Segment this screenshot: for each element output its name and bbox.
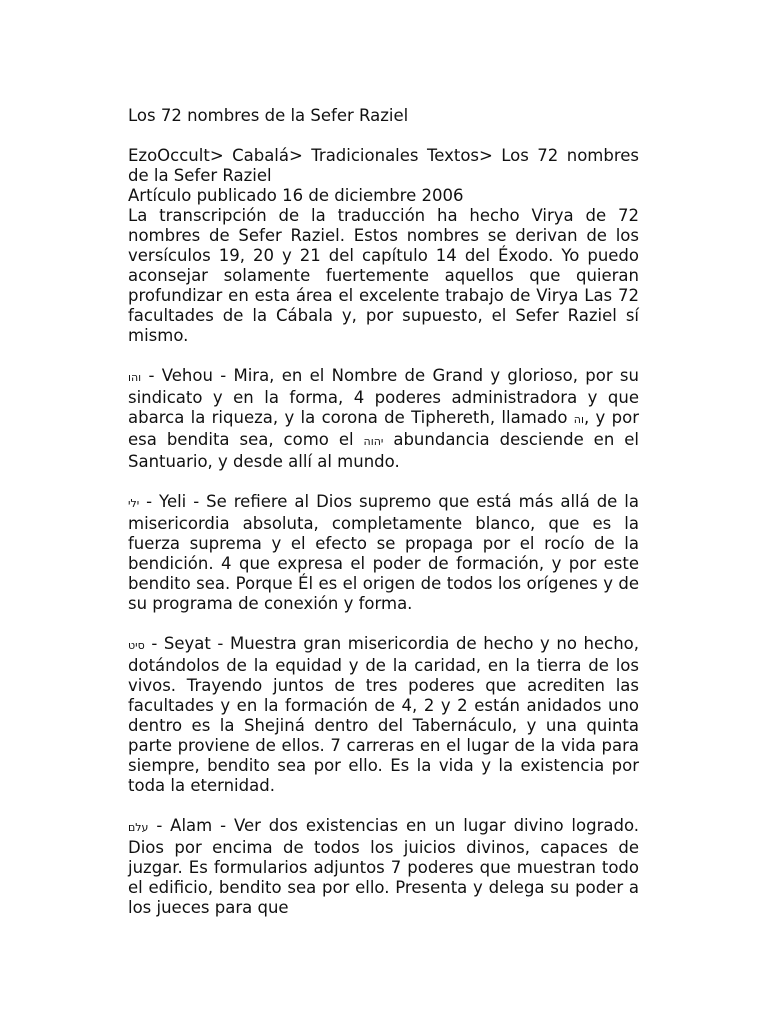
entry-text: - Alam - Ver dos existencias en un lugar divino logrado. Dios por encima de todos los juicios divinos, capaces de juzgar. Es formularios adjuntos 7 poderes que muestran todo el edificio, bendito sea por ello. Presenta y delega su poder a los jueces para que (128, 816, 639, 917)
hebrew-name: וה (573, 413, 584, 426)
entry-text: - Vehou - Mira, en el Nombre de Grand y glorioso, por su sindicato y en la forma, 4 poderes administradora y que abarca la riqueza, y la corona de Tiphereth, llamado (128, 366, 639, 427)
entry-seyat (128, 634, 639, 796)
hebrew-name: ילי (128, 497, 140, 510)
entry-vehou (128, 366, 639, 472)
entry-yeli (128, 492, 639, 614)
entry-text: abundancia desciende en el Santuario, y desde allí al mundo. (128, 430, 639, 471)
entry-text: , y por esa bendita sea, como el (128, 408, 639, 449)
breadcrumb: EzoOccult> Cabalá> Tradicionales Textos> Los 72 nombres de la Sefer Raziel (128, 146, 639, 185)
hebrew-name: עלם (128, 821, 149, 834)
entry-text: - Yeli - Se refiere al Dios supremo que está más allá de la misericordia absoluta, completamente blanco, que es la fuerza suprema y el efecto se propaga por el rocío de la bendición. 4 que expresa el poder de formación, y por este bendito sea. Porque Él es el origen de todos los orígenes y de su programa de conexión y forma. (128, 492, 639, 613)
document-title: Los 72 nombres de la Sefer Raziel (128, 106, 409, 125)
hebrew-name: יהוה (363, 435, 384, 448)
entry-text: - Seyat - Muestra gran misericordia de hecho y no hecho, dotándolos de la equidad y de la caridad, en la tierra de los vivos. Trayendo juntos de tres poderes que acrediten las facultades y en la formación de 4, 2 y 2 están anidados uno dentro es la Shejiná dentro del Tabernáculo, y una quinta parte proviene de ellos. 7 carreras en el lugar de la vida para siempre, bendito sea por ello. Es la vida y la existencia por toda la eternidad. (128, 634, 639, 795)
entry-alam (128, 816, 639, 918)
hebrew-name: והו (128, 371, 142, 384)
intro-paragraph: La transcripción de la traducción ha hecho Virya de 72 nombres de Sefer Raziel. Estos nombres se derivan de los versículos 19, 20 y 21 del capítulo 14 del Éxodo. Yo puedo aconsejar solamente fuertemente aquellos que quieran profundizar en esta área el excelente trabajo de Virya Las 72 facultades de la Cábala y, por supuesto, el Sefer Raziel sí mismo. (128, 206, 639, 345)
publish-date: Artículo publicado 16 de diciembre 2006 (128, 186, 464, 205)
document-page (128, 106, 639, 918)
hebrew-name: סיט (128, 639, 145, 652)
